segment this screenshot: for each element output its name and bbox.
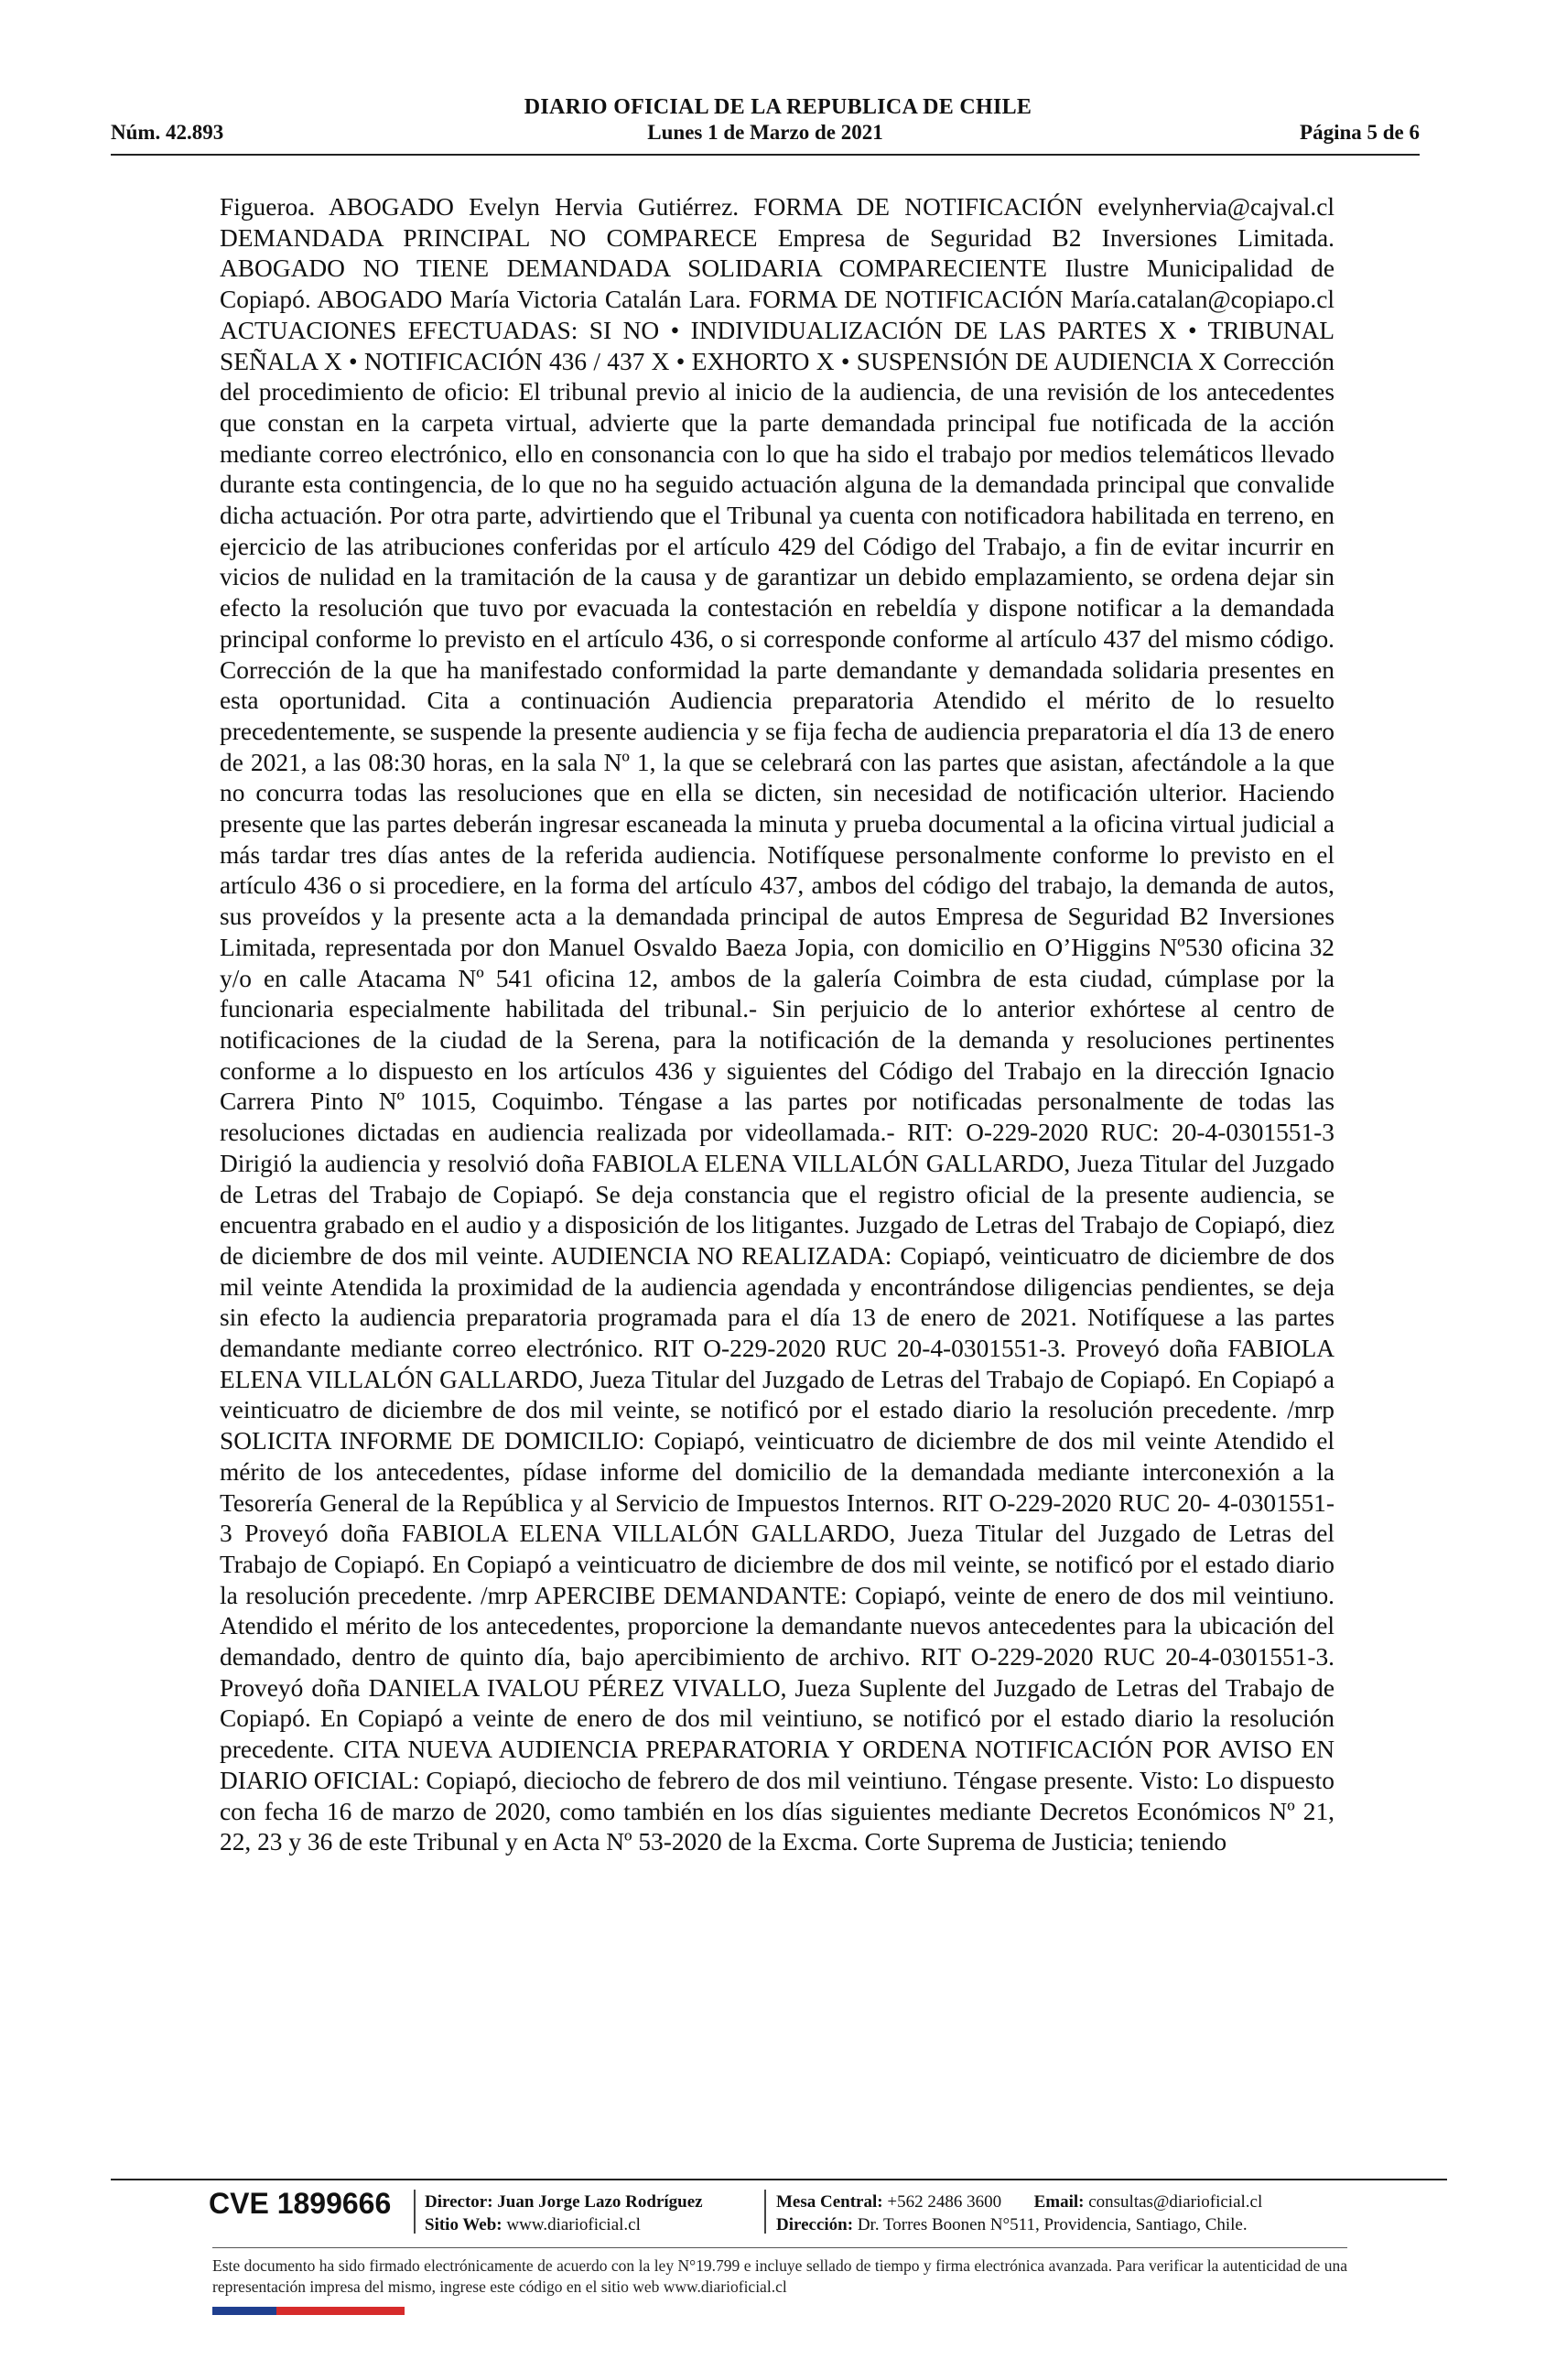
website-label: Sitio Web: bbox=[425, 2215, 502, 2234]
footer-inner-divider bbox=[212, 2247, 1347, 2248]
cve-code: CVE 1899666 bbox=[209, 2187, 392, 2220]
address-label: Dirección: bbox=[776, 2215, 854, 2234]
director-name: Juan Jorge Lazo Rodríguez bbox=[497, 2192, 703, 2212]
email-link[interactable]: consultas@diarioficial.cl bbox=[1088, 2192, 1263, 2212]
website-link[interactable]: www.diarioficial.cl bbox=[506, 2215, 641, 2234]
phone-label: Mesa Central: bbox=[776, 2192, 883, 2212]
email-label: Email: bbox=[1033, 2192, 1085, 2212]
publication-title: DIARIO OFICIAL DE LA REPUBLICA DE CHILE bbox=[524, 95, 1032, 119]
footer-contact-block bbox=[776, 2191, 1262, 2236]
footer-director-block bbox=[425, 2191, 703, 2236]
director-label: Director: bbox=[425, 2192, 493, 2212]
footer-divider bbox=[111, 2179, 1447, 2180]
page-number: Página 5 de 6 bbox=[1300, 121, 1420, 144]
body-text bbox=[220, 192, 1334, 2115]
body-paragraph: Figueroa. ABOGADO Evelyn Hervia Gutiérrez. FORMA DE NOTIFICACIÓN evelynhervia@cajval.cl DEMANDADA PRINCIPAL NO COMPARECE Empresa de Seguridad B2 Inversiones Limitada. ABOGADO NO TIENE DEMANDADA SOLIDARIA COMPARECIENTE Ilustre Municipalidad de Copiapó. ABOGADO María Victoria Catalán Lara. FORMA DE NOTIFICACIÓN María.catalan@copiapo.cl ACTUACIONES EFECTUADAS: SI NO • INDIVIDUALIZACIÓN DE LAS PARTES X • TRIBUNAL SEÑALA X • NOTIFICACIÓN 436 / 437 X • EXHORTO X • SUSPENSIÓN DE AUDIENCIA X Corrección del procedimiento de oficio: El tribunal previo al inicio de la audiencia, de una revisión de los antecedentes que constan en la carpeta virtual, advierte que la parte demandada principal fue notificada de la acción mediante correo electrónico, ello en consonancia con lo que ha sido el trabajo por medios telemáticos llevado durante esta contingencia, de lo que no ha seguido actuación alguna de la demandada principal que convalide dicha actuación. Por otra parte, advirtiendo que el Tribunal ya cuenta con notificadora habilitada en terreno, en ejercicio de las atribuciones conferidas por el artículo 429 del Código del Trabajo, a fin de evitar incurrir en vicios de nulidad en la tramitación de la causa y de garantizar un debido emplazamiento, se ordena dejar sin efecto la resolución que tuvo por evacuada la contestación en rebeldía y dispone notificar a la demandada principal conforme lo previsto en el artículo 436, o si corresponde conforme al artículo 437 del mismo código. Corrección de la que ha manifestado conformidad la parte demandante y demandada solidaria presentes en esta oportunidad. Cita a continuación Audiencia preparatoria Atendido el mérito de lo resuelto precedentemente, se suspende la presente audiencia y se fija fecha de audiencia preparatoria el día 13 de enero de 2021, a las 08:30 horas, en la sala Nº 1, la que se celebrará con las partes que asistan, afectándole a la que no concurra todas las resoluciones que en ella se dicten, sin necesidad de notificación ulterior. Haciendo presente que las partes deberán ingresar escaneada la minuta y prueba documental a la oficina virtual judicial a más tardar tres días antes de la referida audiencia. Notifíquese personalmente conforme lo previsto en el artículo 436 o si procediere, en la forma del artículo 437, ambos del código del trabajo, la demanda de autos, sus proveídos y la presente acta a la demandada principal de autos Empresa de Seguridad B2 Inversiones Limitada, representada por don Manuel Osvaldo Baeza Jopia, con domicilio en O’Higgins Nº530 oficina 32 y/o en calle Atacama Nº 541 oficina 12, ambos de la galería Coimbra de esta ciudad, cúmplase por la funcionaria especialmente habilitada del tribunal.- Sin perjuicio de lo anterior exhórtese al centro de notificaciones de la ciudad de la Serena, para la notificación de la demanda y resoluciones pertinentes conforme a lo dispuesto en los artículos 436 y siguientes del Código del Trabajo en la dirección Ignacio Carrera Pinto Nº 1015, Coquimbo. Téngase a las partes por notificadas personalmente de todas las resoluciones dictadas en audiencia realizada por videollamada.- RIT: O-229-2020 RUC: 20-4-0301551-3 Dirigió la audiencia y resolvió doña FABIOLA ELENA VILLALÓN GALLARDO, Jueza Titular del Juzgado de Letras del Trabajo de Copiapó. Se deja constancia que el registro oficial de la presente audiencia, se encuentra grabado en el audio y a disposición de los litigantes. Juzgado de Letras del Trabajo de Copiapó, diez de diciembre de dos mil veinte. AUDIENCIA NO REALIZADA: Copiapó, veinticuatro de diciembre de dos mil veinte Atendida la proximidad de la audiencia agendada y encontrándose diligencias pendientes, se deja sin efecto la audiencia preparatoria programada para el día 13 de enero de 2021. Notifíquese a las partes demandante mediante correo electrónico. RIT O-229-2020 RUC 20-4-0301551-3. Proveyó doña FABIOLA ELENA VILLALÓN GALLARDO, Jueza Titular del Juzgado de Letras del Trabajo de Copiapó. En Copiapó a veinticuatro de diciembre de dos mil veinte, se notificó por el estado diario la resolución precedente. /mrp SOLICITA INFORME DE DOMICILIO: Copiapó, veinticuatro de diciembre de dos mil veinte Atendido el mérito de los antecedentes, pídase informe del domicilio de la demandada mediante interconexión a la Tesorería General de la República y al Servicio de Impuestos Internos. RIT O-229-2020 RUC 20- 4-0301551-3 Proveyó doña FABIOLA ELENA VILLALÓN GALLARDO, Jueza Titular del Juzgado de Letras del Trabajo de Copiapó. En Copiapó a veinticuatro de diciembre de dos mil veinte, se notificó por el estado diario la resolución precedente. /mrp APERCIBE DEMANDANTE: Copiapó, veinte de enero de dos mil veintiuno. Atendido el mérito de los antecedentes, proporcione la demandante nuevos antecedentes para la ubicación del demandado, dentro de quinto día, bajo apercibimiento de archivo. RIT O-229-2020 RUC 20-4-0301551-3. Proveyó doña DANIELA IVALOU PÉREZ VIVALLO, Jueza Suplente del Juzgado de Letras del Trabajo de Copiapó. En Copiapó a veinte de enero de dos mil veintiuno, se notificó por el estado diario la resolución precedente. CITA NUEVA AUDIENCIA PREPARATORIA Y ORDENA NOTIFICACIÓN POR AVISO EN DIARIO OFICIAL: Copiapó, dieciocho de febrero de dos mil veintiuno. Téngase presente. Visto: Lo dispuesto con fecha 16 de marzo de 2020, como también en los días siguientes mediante Decretos Económicos Nº 21, 22, 23 y 36 de este Tribunal y en Acta Nº 53-2020 de la Excma. Corte Suprema de Justicia; teniendo bbox=[220, 193, 1334, 1856]
header-row bbox=[111, 121, 1420, 148]
header-divider bbox=[111, 154, 1420, 156]
issue-number: Núm. 42.893 bbox=[111, 121, 224, 144]
flag-blue-segment bbox=[212, 2307, 276, 2315]
footer-separator bbox=[414, 2190, 416, 2234]
address-value: Dr. Torres Boonen N°511, Providencia, Santiago, Chile. bbox=[857, 2215, 1248, 2234]
electronic-signature-note: Este documento ha sido firmado electrónicamente de acuerdo con la ley N°19.799 e incluye sellado de tiempo y firma electrónica avanzada. Para verificar la autenticidad de una representación impresa del mismo, ingrese este código en el sitio web www.diarioficial.cl bbox=[212, 2256, 1347, 2296]
chile-flag-stripe bbox=[212, 2307, 405, 2315]
footer-separator bbox=[764, 2190, 766, 2234]
issue-date: Lunes 1 de Marzo de 2021 bbox=[647, 121, 883, 144]
phone-value: +562 2486 3600 bbox=[887, 2192, 1002, 2212]
flag-red-segment bbox=[276, 2307, 405, 2315]
